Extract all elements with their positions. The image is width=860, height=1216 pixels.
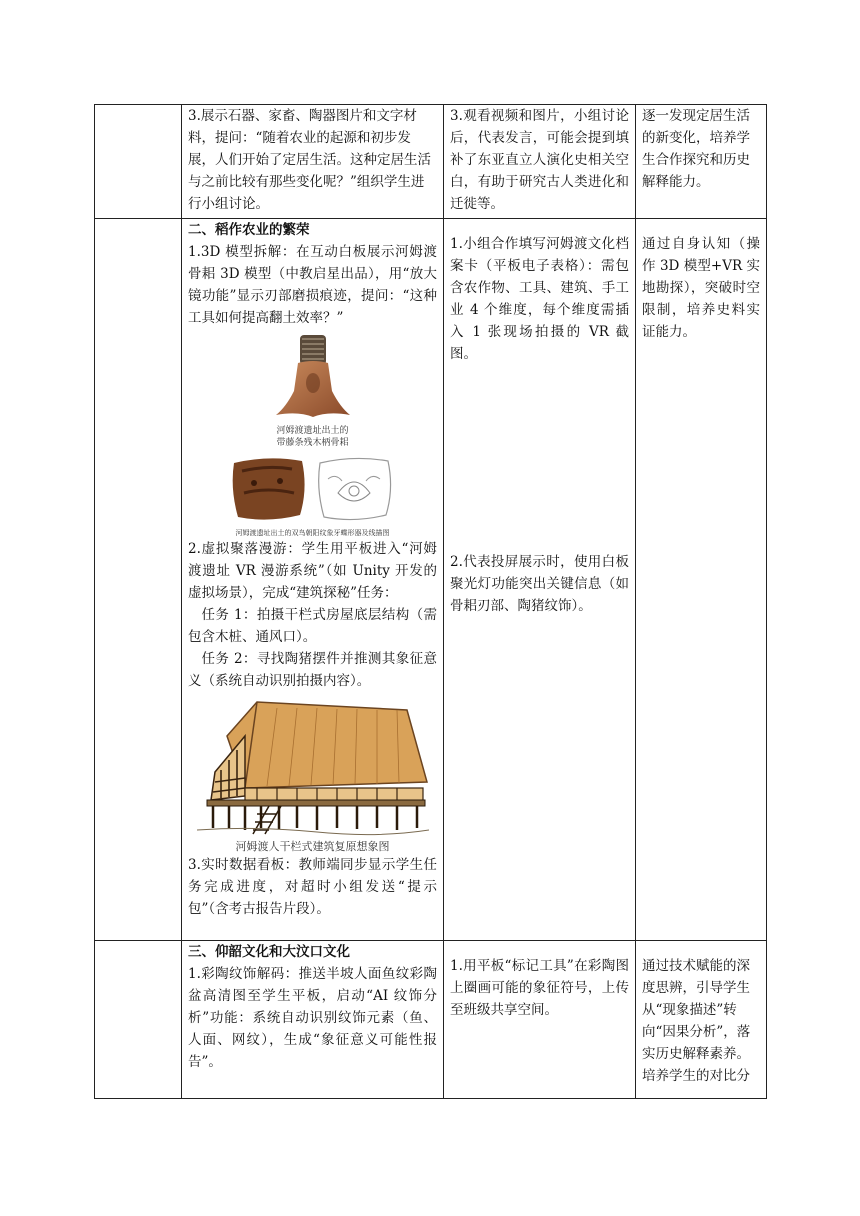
bone-spade-image <box>268 333 358 421</box>
intent-text: 通过自身认知（操作 3D 模型+VR 实地勘探），突破时空限制，培养史料实证能力。 <box>642 236 760 340</box>
design-intent-cell <box>636 219 767 941</box>
student-text: 3.观看视频和图片，小组讨论后，代表发言，可能会提到填补了东亚直立人演化史相关空白，有助于研究古人类进化和迁徙等。 <box>450 108 629 212</box>
task-1: 任务 1：拍摄干栏式房屋底层结构（需包含木桩、通风口）。 <box>188 607 437 645</box>
ivory-butterfly-artifact-image <box>228 453 398 525</box>
figure-caption: 河姆渡遗址出土的 带藤条残木柄骨耜 <box>276 426 349 448</box>
student-item-1: 1.用平板“标记工具”在彩陶图上圈画可能的象征符号，上传至班级共享空间。 <box>450 958 629 1018</box>
table-row <box>95 105 767 219</box>
activity-item-1: 1.3D 模型拆解：在互动白板展示河姆渡骨耜 3D 模型（中教启星出品），用“放大镜功能”显示刃部磨损痕迹，提问：“这种工具如何提高翻土效率？” <box>188 244 437 326</box>
teacher-activity-cell <box>182 219 444 941</box>
teacher-activity-cell <box>182 105 444 219</box>
student-activity-cell <box>444 941 636 1099</box>
intent-text-wrapper <box>642 955 760 1087</box>
figure-caption: 河姆渡遗址出土的双鸟朝阳纹象牙蝶形器及线描图 <box>235 529 390 537</box>
student-item-2: 2.代表投屏展示时，使用白板聚光灯功能突出关键信息（如骨耜刃部、陶猪纹饰）。 <box>450 554 629 614</box>
stilt-house-image <box>197 696 429 836</box>
section-heading: 二、稻作农业的繁荣 <box>188 222 310 238</box>
student-activity-cell <box>444 105 636 219</box>
task-2: 任务 2：寻找陶猪摆件并推测其象征意义（系统自动识别拍摄内容）。 <box>188 651 437 689</box>
figure-caption: 河姆渡人干栏式建筑复原想象图 <box>235 840 390 853</box>
intent-text: 通过技术赋能的深度思辨，引导学生从“现象描述”转向“因果分析”，落实历史解释素养。培养学生的对比分 <box>642 958 751 1084</box>
design-intent-cell <box>636 941 767 1099</box>
section-heading: 三、仰韶文化和大汶口文化 <box>188 944 350 960</box>
empty-cell <box>95 219 182 941</box>
table-row <box>95 941 767 1099</box>
design-intent-cell <box>636 105 767 219</box>
empty-cell <box>95 941 182 1099</box>
student-activity-cell <box>444 219 636 941</box>
table-row <box>95 219 767 941</box>
activity-item-3: 3.实时数据看板：教师端同步显示学生任务完成进度，对超时小组发送“提示包”（含考古报告片段）。 <box>188 857 437 917</box>
empty-cell <box>95 105 182 219</box>
teacher-activity-cell <box>182 941 444 1099</box>
activity-text: 3.展示石器、家畜、陶器图片和文字材料，提问：“随着农业的起源和初步发展，人们开始了定居生活。这种定居生活与之前比较有那些变化呢？”组织学生进行小组讨论。 <box>188 108 431 212</box>
activity-item-2: 2.虚拟聚落漫游：学生用平板进入“河姆渡遗址 VR 漫游系统”（如 Unity 开发的虚拟场景），完成“建筑探秘”任务： <box>188 541 437 601</box>
intent-text: 逐一发现定居生活的新变化，培养学生合作探究和历史解释能力。 <box>642 108 750 190</box>
student-item-1: 1.小组合作填写河姆渡文化档案卡（平板电子表格）：需包含农作物、工具、建筑、手工业 4 个维度，每个维度需插入 1 张现场拍摄的 VR 截图。 <box>450 236 629 362</box>
activity-item-1: 1.彩陶纹饰解码：推送半坡人面鱼纹彩陶盆高清图至学生平板，启动“AI 纹饰分析”功能：系统自动识别纹饰元素（鱼、人面、网纹），生成“象征意义可能性报告”。 <box>188 966 437 1070</box>
lesson-plan-table <box>94 104 767 1099</box>
